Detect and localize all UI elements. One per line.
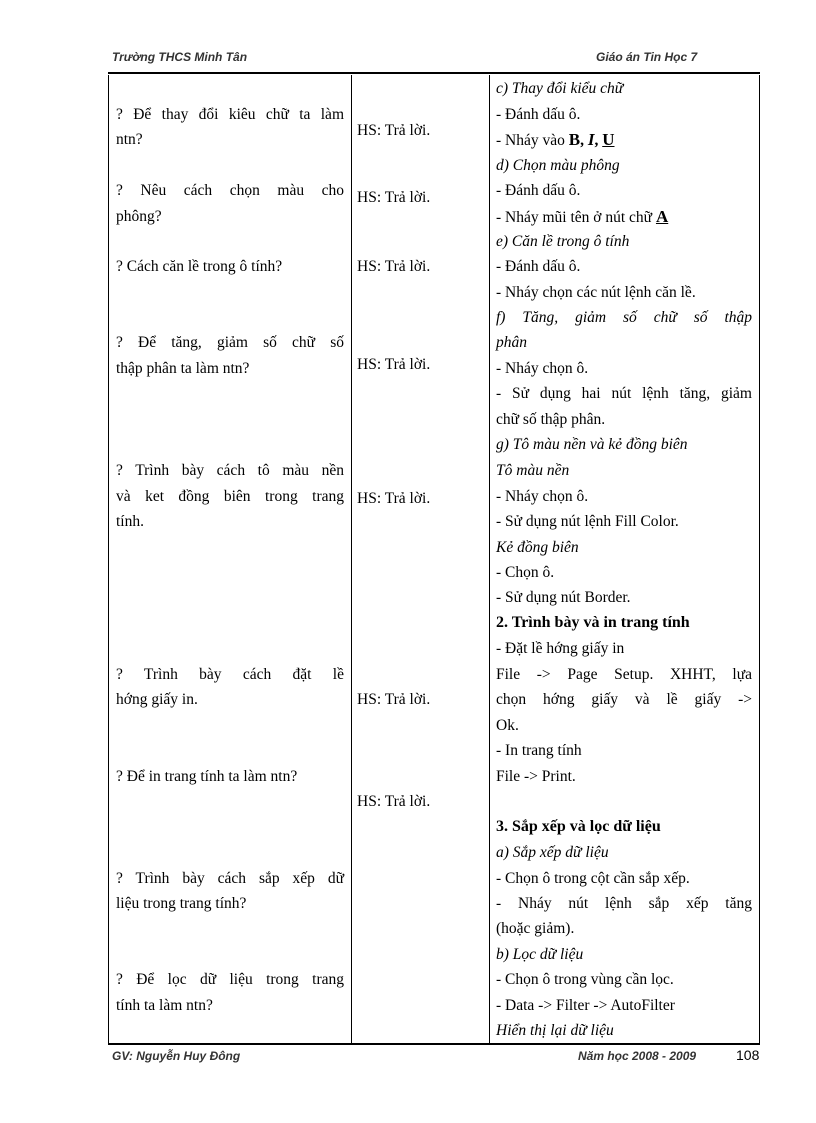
footer-school-year: Năm học 2008 - 2009 — [578, 1049, 697, 1063]
answer-line: Ok. — [496, 717, 519, 734]
font-color-button-label: A — [655, 207, 669, 226]
student-response: HS: Trả lời. — [357, 490, 431, 507]
question-5-line-3: tính. — [116, 513, 144, 530]
answer-line: - Sử dụng nút lệnh Fill Color. — [496, 513, 679, 530]
student-response: HS: Trả lời. — [357, 356, 431, 373]
question-8-line-1: ? Trình bày cách sắp xếp dữ — [116, 870, 344, 887]
heading-print: 2. Trình bày và in trang tính — [496, 614, 690, 631]
subsection-border: Kẻ đồng biên — [496, 539, 579, 556]
underline-button-label: U — [602, 130, 615, 149]
answer-line: - Nháy chọn ô. — [496, 360, 589, 377]
student-response: HS: Trả lời. — [357, 189, 431, 206]
question-4-line-1: ? Để tăng, giảm số chữ số — [116, 334, 344, 351]
student-response: HS: Trả lời. — [357, 793, 431, 810]
answer-line: Hiển thị lại dữ liệu — [496, 1022, 614, 1039]
question-6-line-1: ? Trình bày cách đặt lề — [116, 666, 344, 683]
section-decimal: f) Tăng, giảm số chữ số thập — [496, 309, 752, 326]
answer-line: chọn hớng giấy và lề giấy -> — [496, 691, 752, 708]
section-sort: a) Sắp xếp dữ liệu — [496, 844, 609, 861]
student-response: HS: Trả lời. — [357, 691, 431, 708]
answer-line: chữ số thập phân. — [496, 411, 606, 428]
answer-line: - Chọn ô trong vùng cần lọc. — [496, 971, 674, 988]
section-font-style: c) Thay đổi kiểu chữ — [496, 80, 624, 97]
page-number: 108 — [736, 1047, 760, 1063]
question-3: ? Cách căn lề trong ô tính? — [116, 258, 283, 275]
answer-line: - Đánh dấu ô. — [496, 258, 581, 275]
student-response: HS: Trả lời. — [357, 122, 431, 139]
question-8-line-2: liệu trong trang tính? — [116, 895, 247, 912]
answer-line: - Nháy chọn ô. — [496, 488, 589, 505]
question-5-line-1: ? Trình bày cách tô màu nền — [116, 462, 344, 479]
answer-line: - Sử dụng hai nút lệnh tăng, giảm — [496, 385, 752, 402]
section-font-color: d) Chọn màu phông — [496, 157, 620, 174]
section-fill-border: g) Tô màu nền và kẻ đồng biên — [496, 436, 688, 453]
answer-line: - Nháy chọn các nút lệnh căn lề. — [496, 284, 696, 301]
question-9-line-2: tính ta làm ntn? — [116, 997, 213, 1014]
answer-line: - Data -> Filter -> AutoFilter — [496, 997, 675, 1014]
question-4-line-2: thập phân ta làm ntn? — [116, 360, 250, 377]
header-school: Trường THCS Minh Tân — [112, 50, 248, 64]
answer-text: - Nháy mũi tên ở nút chữ — [496, 209, 656, 226]
answer-line: - Đánh dấu ô. — [496, 182, 581, 199]
answer-line: - Đặt lề hớng giấy in — [496, 640, 625, 657]
answer-line: File -> Print. — [496, 768, 576, 785]
question-1-line-2: ntn? — [116, 131, 143, 148]
answer-line-font-color — [496, 204, 668, 231]
question-5-line-2: và ket đồng biên trong trang — [116, 488, 344, 505]
italic-button-label: I — [587, 130, 595, 149]
answer-line: - Chọn ô trong cột cần sắp xếp. — [496, 870, 690, 887]
question-2-line-1: ? Nêu cách chọn màu cho — [116, 182, 344, 199]
section-alignment: e) Căn lề trong ô tính — [496, 233, 630, 250]
answer-line: - In trang tính — [496, 742, 582, 759]
question-7: ? Để in trang tính ta làm ntn? — [116, 768, 298, 785]
header-subject: Giáo án Tin Học 7 — [596, 50, 698, 64]
student-response: HS: Trả lời. — [357, 258, 431, 275]
bold-button-label: B — [568, 130, 581, 149]
column-divider-2 — [489, 75, 490, 1044]
answer-line: (hoặc giảm). — [496, 920, 575, 937]
question-1-line-1: ? Để thay đổi kiêu chữ ta làm — [116, 106, 344, 123]
answer-line: File -> Page Setup. XHHT, lựa — [496, 666, 752, 683]
heading-sort-filter: 3. Sắp xếp và lọc dữ liệu — [496, 818, 661, 835]
header-rule — [108, 72, 760, 74]
subsection-fill: Tô màu nền — [496, 462, 570, 479]
answer-line-format-buttons: - Nháy vào B, I, U — [496, 130, 615, 149]
answer-line: - Nháy nút lệnh sắp xếp tăng — [496, 895, 752, 912]
table-bottom-rule — [108, 1043, 760, 1045]
answer-line: - Đánh dấu ô. — [496, 106, 581, 123]
footer-author: GV: Nguyễn Huy Đông — [112, 1049, 241, 1063]
answer-text: - Nháy vào — [496, 132, 569, 149]
question-6-line-2: hớng giấy in. — [116, 691, 198, 708]
column-divider-1 — [351, 75, 352, 1044]
section-filter: b) Lọc dữ liệu — [496, 946, 584, 963]
question-2-line-2: phông? — [116, 208, 162, 225]
answer-line: - Sử dụng nút Border. — [496, 589, 631, 606]
answer-line: - Chọn ô. — [496, 564, 555, 581]
section-decimal-cont: phân — [496, 334, 527, 351]
question-9-line-1: ? Để lọc dữ liệu trong trang — [116, 971, 344, 988]
